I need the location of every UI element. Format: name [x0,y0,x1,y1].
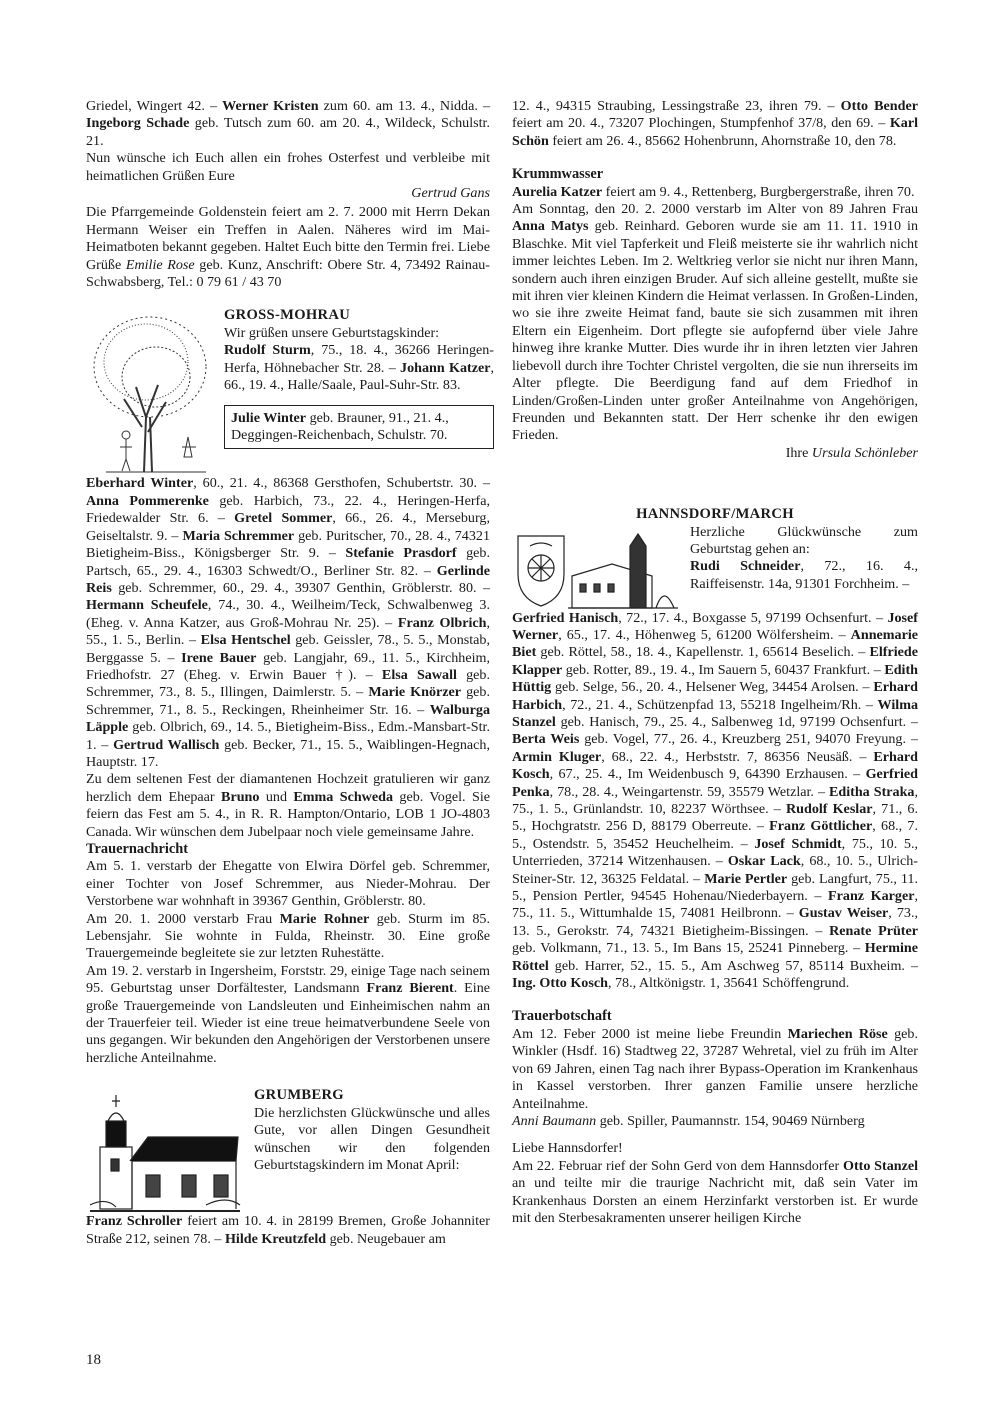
person-name: Elfriede Klapper [512,644,918,678]
person-details: , 75., 10. 5., Unterrieden, 37214 Witzenhausen. – [512,835,918,870]
person-details: geb. Partsch, 65., 29. 4., 16303 Schwedt/O., Berliner Str. 82. – [86,545,491,579]
person-details: geb. Puritscher, 70., 28. 4., 74321 Bietigheim-Biss., Königsberger Str. 9. – [86,527,490,562]
person-name: Werner Kristen [222,98,319,114]
person-details: geb. Schremmer, 71., 8. 5., Reckingen, Rheinheimer Str. 16. – [86,684,490,718]
birthday-entry: Rudi Schneider, 72., 16. 4., Raiffeisenstr. 14a, 91301 Forchheim. – [690,558,918,592]
person-name: Franz Olbrich [397,614,487,631]
person-details: geb. Vogel, 77., 26. 4., Kreuzberg 251, 94070 Freyung. – [579,731,918,748]
person-name: Elsa Sawall [381,666,457,683]
person-details: geb. Röttel, 58., 18. 4., Kapellenstr. 1, 65614 Beselich. – [536,644,870,661]
person-details: geb. Harrer, 52., 15. 5., Am Aschweg 57, 85114 Buxheim. – [548,957,918,974]
person-name: Erhard Harbich [512,679,918,713]
mourning-paragraph: Am 19. 2. verstarb in Ingersheim, Forststr. 29, einige Tage nach seinem 95. Geburtstag unser Dorfältester, Landsmann Franz Bierent. Eine große Trauergemeinde von Landsleuten und Einheimischen nahm an der Trauerfeier teil. Wieder ist eine treue heimatverbundene Seele von uns gegangen. Wir bekunden den Angehörigen der Verstorbenen unsere herzliche Anteilnahme. [86,962,490,1066]
birthday-entries: Rudolf Sturm, 75., 18. 4., 36266 Heringen-Herfa, Höhnebacher Str. 28. – Johann Katzer, 66., 19. 4., Halle/Saale, Paul-Suhr-Str. 83. [224,342,495,394]
mourning-paragraph: Am 5. 1. verstarb der Ehegatte von Elwira Dörfel geb. Schremmer, einer Tochter von Josef Schremmer, aus Nieder-Mohrau. Der Verstorbene war wohnhaft in 39367 Genthin, Gröblerstr. 80. [86,858,490,910]
person-name: Ingeborg Schade [86,115,190,132]
person-name: Gerfried Penka [512,766,918,800]
person-details: geb. Rotter, 89., 19. 4., Im Sauern 5, 60437 Frankfurt. – [562,661,885,678]
highlight-box: Julie Winter geb. Brauner, 91., 21. 4., Deggingen-Reichenbach, Schulstr. 70. [224,405,494,450]
hannsdorf-section [512,506,918,992]
person-details: geb. Schremmer, 60., 29. 4., 39307 Genthin, Gröblerstr. 80. – [111,579,490,596]
page-number: 18 [86,1352,101,1368]
birthday-list [86,475,490,771]
diamond-wedding-paragraph: Zu dem seltenen Fest der diamantenen Hochzeit gratulieren wir ganz herzlich dem Ehepaar Bruno und Emma Schweda geb. Vogel. Sie feiern das Fest am 5. 4., in R. R. Hampton/Ontario, LOB 1 JO-4803 Canada. Wir wünschen dem Jubelpaar noch viele gemeinsame Jahre. [86,771,491,840]
hannsdorf-intro-text [690,524,918,610]
person-name: Maria Schremmer [182,527,295,544]
right-column [512,98,918,1227]
person-details: , 68., 7. 5., Ostendstr. 5, 35452 Heuchelheim. – [512,818,918,852]
person-name: Elsa Hentschel [200,632,291,649]
person-name: Hermann Scheufele [86,597,208,614]
person-name: Annemarie Biet [512,626,918,661]
person-details: geb. Langjahr, 69., 11. 5., Kirchheim, Friedhofstr. 27 (Eheg. v. Erwin Bauer †). – [86,649,491,683]
person-details: , 72., 17. 4., Boxgasse 5, 97199 Ochsenfurt. – [618,609,888,626]
person-details: geb. Langfurt, 75., 11. 5., Pension Pertler, 94545 Hohenau/Niederbayern. – [512,870,918,905]
person-name: Franz Göttlicher [769,818,873,835]
gross-mohrau-text [224,307,494,475]
left-column [86,98,495,1248]
section-intro: Herzliche Glückwünsche zum Geburtstag gehen an: [690,523,918,557]
section-intro: Die herzlichsten Glückwünsche und alles Gute, vor allen Dingen Gesundheit wünschen wir den folgenden Geburtstagskindern im Monat April: [254,1104,490,1173]
krummwasser-entry: Aurelia Katzer feiert am 9. 4., Rettenberg, Burgbergerstraße, ihren 70. [512,183,915,200]
mourning-title: Trauernachricht [86,841,189,857]
grumberg-section [86,1087,490,1215]
person-details: , 75., 1. 5., Grünlandstr. 10, 82237 Wörthsee. – [512,783,918,817]
krummwasser-obituary: Am Sonntag, den 20. 2. 2000 verstarb im Alter von 89 Jahren Frau Anna Matys geb. Reinhard. Geboren wurde sie am 11. 11. 1910 in Blaschke. Mit viel Tapferkeit und Fleiß meisterte sie ihr wahrlich nicht immer leichtes Leben. Im 2. Weltkrieg verlor sie nicht nur ihren Mann, sondern auch ihren einzigen Bruder. Auf sich alleine gestellt, mußte sie mit ihren vier kleinen Kindern die Heimat verlassen. In Großen-Linden, wo sie ihre zweite Heimat fand, baute sie sich zusammen mit ihren Eltern ein Eigenheim. Dort pflegte sie aufopfernd über viele Jahre hinweg ihre kranke Mutter. Dies wurde ihr in ihren letzten vier Jahren liebevoll durch ihre Tochter Christel vergolten, die sie nun ihrerseits im Alter pflegte. Die Beerdigung fand auf dem Friedhof in Linden/Großen-Linden unter großer Anteilnahme von Angehörigen, Freunden und Bekannten statt. Der Herr schenke ihr den ewigen Frieden. [512,201,919,444]
tree-illustration-icon [86,307,214,475]
person-details: , 55., 1. 5., Berlin. – [86,614,490,649]
easter-greeting: Nun wünsche ich Euch allen ein frohes Osterfest und verbleibe mit heimatlichen Grüßen Eure [86,150,490,184]
person-details: , 72., 21. 4., Schützenpfad 13, 55218 Ingelheim/Rh. – [562,696,878,713]
person-name: Wilma Stanzel [512,696,918,730]
intro-paragraph: Griedel, Wingert 42. – Werner Kristen zum 60. am 13. 4., Nidda. – Ingeborg Schade geb. Tutsch zum 60. am 20. 4., Wildeck, Schulstr. 21. [86,98,490,149]
signature: Emilie Rose [125,256,195,273]
person-name: Renate Prüter [829,922,918,939]
person-details: , 65., 17. 4., Höhenweg 5, 61200 Wölfersheim. – [558,626,851,643]
trauerbotschaft-title: Trauerbotschaft [512,1008,612,1025]
signature: Ihre Ursula Schönleber [785,444,918,461]
section-title: HANNSDORF/MARCH [636,506,794,523]
person-name: Gretel Sommer [234,510,333,527]
person-details: geb. Selge, 56., 20. 4., Helsener Weg, 34454 Arolsen. – [551,679,874,696]
person-details: , 78., 28. 4., Weingartenstr. 59, 35579 Wetzlar. – [549,783,829,800]
person-details: , 68., 10. 5., Ulrich-Steiner-Str. 12, 36325 Feldatal. – [512,853,919,887]
person-name: Gustav Weiser [798,905,889,922]
person-name: Josef Werner [512,609,918,643]
goldenstein-paragraph: Die Pfarrgemeinde Goldenstein feiert am 2. 7. 2000 mit Herrn Dekan Hermann Weiser ein Treffen in Aalen. Näheres wird im Mai-Heimatboten bekannt gegeben. Haltet Euch bitte den Termin frei. Liebe Grüße Emilie Rose geb. Kunz, Anschrift: Obere Str. 4, 73492 Rainau-Schwabsberg, Tel.: 0 79 61 / 43 70 [86,204,490,291]
grumberg-text [254,1087,490,1215]
person-details: geb. Geissler, 78., 5. 5., Monstab, Berggasse 5. – [86,632,490,666]
person-details: , 71., 6. 5., Hochgratstr. 256 D, 88179 Oberreute. – [512,801,918,835]
person-name: Marie Pertler [704,870,788,887]
mourning-paragraph: Am 20. 1. 2000 verstarb Frau Marie Rohner geb. Sturm im 85. Lebensjahr. Sie wohnte in Fulda, Rheinstr. 30. Eine große Trauergemeinde begleitete sie zur letzten Ruhestätte. [86,910,490,962]
signature: Anni Baumann geb. Spiller, Paumannstr. 154, 90469 Nürnberg [512,1112,865,1129]
section-title: GROSS-MOHRAU [224,307,351,324]
person-details: , 78., Altkönigstr. 1, 35641 Schöffengrund. [607,975,850,992]
person-details: , 73., 13. 5., Gerokstr. 74, 74321 Bietigheim-Bissingen. – [512,905,919,939]
person-name: Walburga Läpple [86,701,490,736]
grumberg-entries: Franz Schroller feiert am 10. 4. in 28199 Bremen, Große Johanniter Straße 212, seinen 78. – Hilde Kreutzfeld geb. Neugebauer am [86,1213,491,1247]
signature: Gertrud Gans [411,185,490,202]
person-details: geb. Olbrich, 69., 14. 5., Bietigheim-Biss., Edm.-Mansbart-Str. 1. – [86,719,490,753]
person-name: Gerlinde Reis [86,562,490,596]
person-name: Editha Straka [829,783,915,800]
salutation: Liebe Hannsdorfer! [512,1140,623,1157]
person-name: Marie Knörzer [368,684,462,701]
person-name: Franz Karger [828,888,915,905]
krummwasser-title: Krummwasser [512,166,604,183]
person-details: geb. Becker, 71., 15. 5., Waiblingen-Hegnach, Hauptstr. 17. [86,736,490,770]
person-details: geb. Volkmann, 71., 13. 5., Im Bans 15, 25241 Pinneberg. – [512,940,865,957]
section-intro: Wir grüßen unsere Geburtstagskinder: [224,324,440,341]
person-details: , 74., 30. 4., Weilheim/Teck, Schwalbenweg 3. (Eheg. v. Anna Katzer, aus Groß-Mohrau Nr. 25). – [86,597,490,631]
person-details: , 60., 21. 4., 86368 Gersthofen, Schubertstr. 30. – [193,475,490,492]
person-name: Gerfried Hanisch [512,609,619,626]
person-name: Gertrud Wallisch [113,736,220,753]
person-details: , 68., 22. 4., Herbststr. 7, 86356 Neusäß. – [601,748,874,765]
person-name: Stefanie Prasdorf [345,545,457,562]
person-name: Anna Pommerenke [86,492,209,509]
person-name: Hermine Röttel [512,940,918,974]
hannsdorf-head [512,524,918,610]
person-name: Erhard Kosch [512,748,918,783]
liebe-paragraph: Am 22. Februar rief der Sohn Gerd von dem Hannsdorfer Otto Stanzel an und teilte mir die traurige Nachricht mit, daß sein Vater im Krankenhaus Dorsten an einem Herzinfarkt verstorben ist. Er wurde mit den Sterbesakramenten unserer heiligen Kirche [512,1157,919,1226]
person-name: Eberhard Winter [86,475,194,492]
trauerbotschaft-paragraph: Am 12. Feber 2000 ist meine liebe Freundin Mariechen Röse geb. Winkler (Hsdf. 16) Stadtweg 22, 37287 Wehretal, viel zu früh im Alter von 69 Jahren, einen Tag nach ihrer Bypass-Operation im Krankenhaus in Kassel verstorben. Ihrer ganzen Familie unsere herzliche Anteilnahme. [512,1025,918,1112]
person-name: Irene Bauer [181,649,257,666]
hannsdorf-birthday-list [512,610,918,993]
person-name: Armin Kluger [512,748,602,765]
gross-mohrau-section [86,307,495,475]
person-details: geb. Schremmer, 73., 8. 5., Illingen, Daimlerstr. 5. – [86,666,490,701]
person-details: , 67., 25. 4., Im Weidenbusch 9, 64390 Erzhausen. – [549,766,866,783]
person-details: geb. Hanisch, 79., 25. 4., Salbenweg 1d, 97199 Ochsenfurt. – [555,713,918,730]
person-name: Josef Schmidt [754,835,842,852]
person-details: , 66., 26. 4., Merseburg, Geiseltalstr. 9. – [86,510,490,544]
person-name: Oskar Lack [727,853,801,870]
person-name: Edith Hüttig [512,661,918,696]
person-details: geb. Harbich, 73., 22. 4., Heringen-Herfa, Friedewalder Str. 6. – [86,492,490,527]
person-name: Rudolf Keslar [785,801,873,817]
continuation-paragraph: 12. 4., 94315 Straubing, Lessingstraße 23, ihren 79. – Otto Bender feiert am 20. 4., 73207 Plochingen, Stumpfenhof 37/8, den 69. – Karl Schön feiert am 26. 4., 85662 Hohenbrunn, Ahornstraße 10, den 78. [512,98,918,149]
coat-of-arms-icon [512,524,680,610]
person-name: Ing. Otto Kosch [512,975,608,992]
section-title: GRUMBERG [254,1087,344,1104]
person-details: , 75., 11. 5., Wittumhalde 15, 74081 Heilbronn. – [512,888,918,922]
person-name: Berta Weis [512,731,580,748]
church-illustration-icon [86,1087,244,1215]
